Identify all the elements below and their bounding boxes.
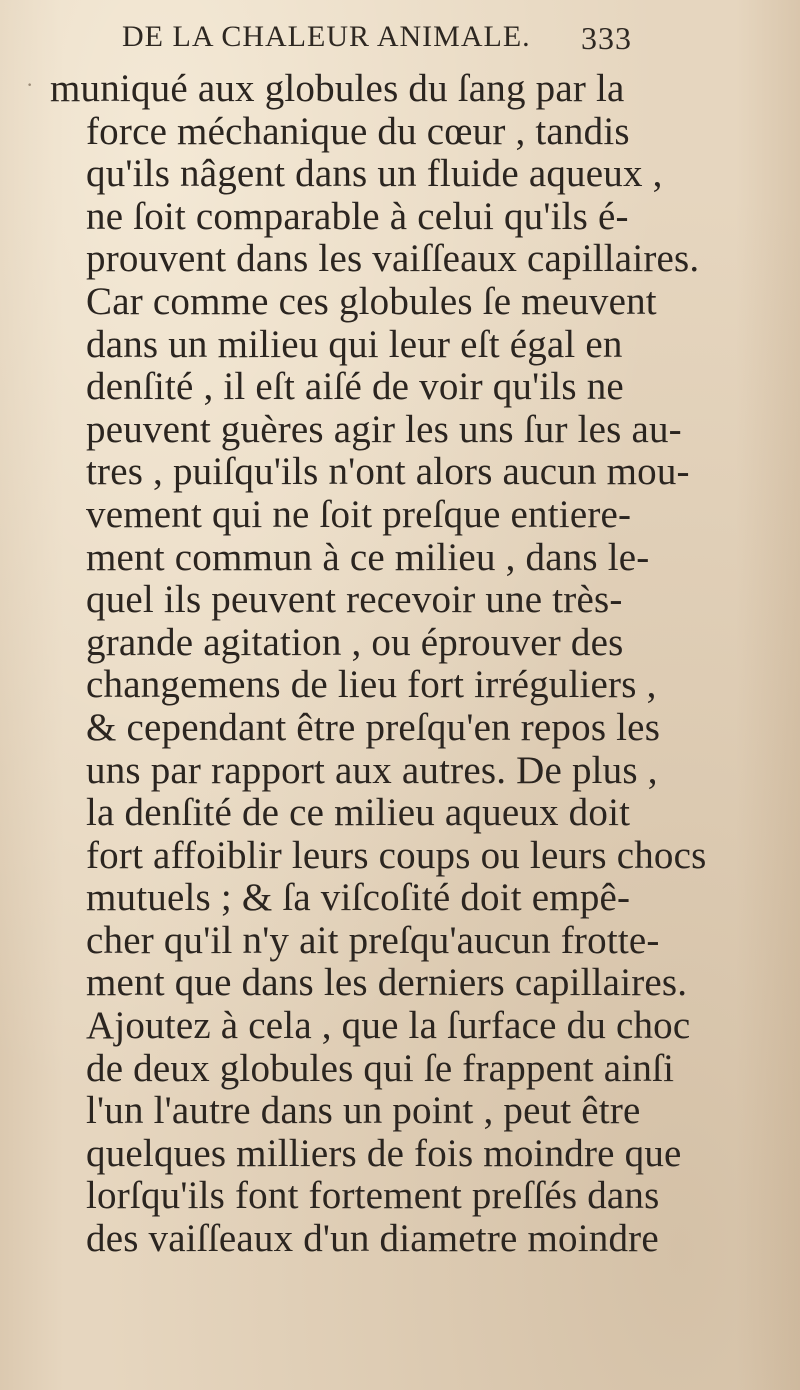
text-line: l'un l'autre dans un point , peut être (86, 1089, 641, 1133)
text-line: ne ſoit comparable à celui qu'ils é- (86, 194, 629, 238)
text-line: mutuels ; & ſa viſcoſité doit empê- (86, 876, 631, 920)
text-line: Car comme ces globules ſe meuvent (86, 279, 657, 323)
running-head-title: DE LA CHALEUR ANIMALE. (122, 20, 531, 53)
text-line: changemens de lieu fort irréguliers , (86, 663, 657, 707)
margin-mark: · (26, 72, 34, 97)
text-line: des vaiſſeaux d'un diametre moindre (86, 1217, 659, 1261)
text-line: peuvent guères agir les uns ſur les au- (86, 407, 682, 451)
running-head (122, 20, 632, 64)
text-line: grande agitation , ou éprouver des (86, 620, 624, 664)
page-number: 333 (581, 20, 632, 56)
text-line: tres , puiſqu'ils n'ont alors aucun mou- (86, 450, 690, 494)
text-line: fort affoiblir leurs coups ou leurs chocs (86, 833, 707, 877)
text-line: de deux globules qui ſe frappent ainſi (86, 1046, 675, 1090)
text-line: lorſqu'ils font fortement preſſés dans (86, 1174, 660, 1218)
body-text (50, 68, 770, 1261)
text-line: denſité , il eſt aiſé de voir qu'ils ne (86, 365, 624, 409)
text-line: qu'ils nâgent dans un fluide aqueux , (86, 152, 663, 196)
text-line: dans un milieu qui leur eſt égal en (86, 322, 623, 366)
text-line: force méchanique du cœur , tandis (86, 109, 630, 153)
text-line: cher qu'il n'y ait preſqu'aucun frotte- (86, 918, 660, 962)
text-line: Ajoutez à cela , que la ſurface du choc (86, 1004, 691, 1048)
text-line: & cependant être preſqu'en repos les (86, 705, 661, 749)
text-line: uns par rapport aux autres. De plus , (86, 748, 658, 792)
text-line: ment commun à ce milieu , dans le- (86, 535, 650, 579)
text-line: quel ils peuvent recevoir une très- (86, 578, 623, 622)
text-line: prouvent dans les vaiſſeaux capillaires. (86, 237, 700, 281)
text-line: muniqué aux globules du ſang par la (50, 67, 625, 110)
text-line: quelques milliers de fois moindre que (86, 1131, 682, 1175)
text-line: la denſité de ce milieu aqueux doit (86, 791, 631, 835)
text-line: vement qui ne ſoit preſque entiere- (86, 492, 632, 536)
text-line: ment que dans les derniers capillaires. (86, 961, 688, 1005)
